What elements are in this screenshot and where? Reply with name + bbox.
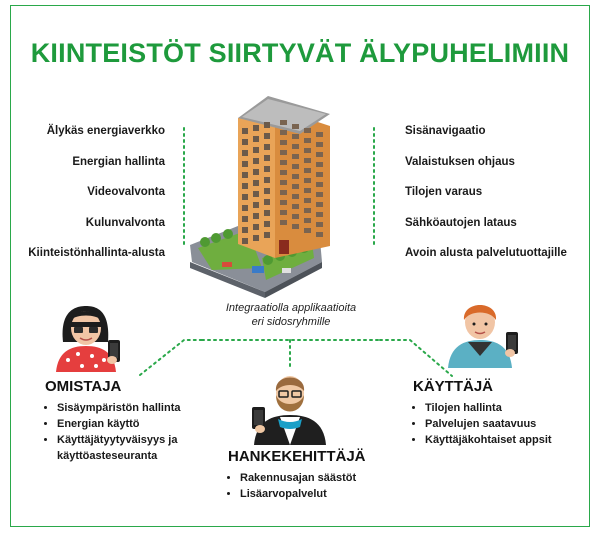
van bbox=[252, 266, 264, 273]
list-item: • Energian käyttö bbox=[57, 416, 205, 432]
building-window bbox=[280, 210, 287, 215]
building-window bbox=[280, 170, 287, 175]
building-window bbox=[253, 224, 259, 230]
building-window bbox=[280, 160, 287, 165]
left-feature: Kulunvalvonta bbox=[85, 216, 165, 229]
building-window bbox=[304, 218, 311, 223]
list-item: • Palvelujen saatavuus bbox=[425, 416, 583, 432]
building-window bbox=[242, 183, 248, 189]
building-window bbox=[242, 238, 248, 244]
diagram-title: KIINTEISTÖT SIIRTYVÄT ÄLYPUHELIMIIN bbox=[30, 38, 570, 68]
building-window bbox=[253, 125, 259, 131]
building-window bbox=[292, 224, 299, 229]
building-window bbox=[304, 178, 311, 183]
developer-title: HANKEKEHITTÄJÄ bbox=[228, 448, 366, 465]
building-window bbox=[242, 150, 248, 156]
owner-title: OMISTAJA bbox=[45, 378, 122, 395]
building-window bbox=[316, 182, 323, 187]
building-window bbox=[316, 172, 323, 177]
building-window bbox=[253, 136, 259, 142]
right-feature: Tilojen varaus bbox=[405, 186, 483, 198]
list-item: • Käyttäjätyytyväisyys ja käyttöasteseuranta bbox=[57, 432, 205, 464]
list-item: • Tilojen hallinta bbox=[425, 400, 583, 416]
left-feature: Energian hallinta bbox=[72, 155, 165, 168]
developer-avatar-icon bbox=[250, 367, 330, 447]
right-feature: Sähköautojen lataus bbox=[405, 216, 517, 229]
building-window bbox=[292, 194, 299, 199]
list-item: • Lisäarvopalvelut bbox=[240, 486, 378, 502]
integration-caption bbox=[208, 301, 374, 329]
building-window bbox=[264, 210, 270, 216]
building-window bbox=[292, 214, 299, 219]
building-window bbox=[304, 138, 311, 143]
building-window bbox=[242, 216, 248, 222]
building-window bbox=[280, 140, 287, 145]
building-window bbox=[253, 147, 259, 153]
building-window bbox=[292, 184, 299, 189]
building-window bbox=[316, 142, 323, 147]
building-window bbox=[253, 191, 259, 197]
left-feature: Älykäs energiaverkko bbox=[46, 125, 165, 137]
owner-group bbox=[45, 378, 205, 464]
building-window bbox=[292, 204, 299, 209]
developer-list bbox=[228, 470, 378, 502]
building-window bbox=[292, 154, 299, 159]
building-window bbox=[242, 172, 248, 178]
building-window bbox=[316, 192, 323, 197]
building-window bbox=[264, 122, 270, 128]
building-window bbox=[292, 144, 299, 149]
building-window bbox=[253, 169, 259, 175]
building-window bbox=[304, 198, 311, 203]
building-window bbox=[304, 168, 311, 173]
user-list bbox=[413, 400, 583, 448]
car bbox=[282, 268, 291, 273]
right-feature: Sisänavigaatio bbox=[405, 125, 486, 137]
user-group bbox=[413, 378, 583, 448]
building-window bbox=[304, 208, 311, 213]
building-window bbox=[304, 228, 311, 233]
user-avatar-icon bbox=[440, 296, 520, 368]
building-window bbox=[242, 128, 248, 134]
building-window bbox=[264, 188, 270, 194]
building-window bbox=[253, 213, 259, 219]
building-window bbox=[280, 130, 287, 135]
caption-line: eri sidosryhmille bbox=[251, 316, 331, 328]
building-window bbox=[280, 150, 287, 155]
building-window bbox=[264, 177, 270, 183]
list-item: • Rakennusajan säästöt bbox=[240, 470, 378, 486]
building-window bbox=[304, 158, 311, 163]
building-window bbox=[253, 202, 259, 208]
building-window bbox=[264, 199, 270, 205]
developer-group bbox=[228, 448, 378, 502]
building-window bbox=[242, 139, 248, 145]
building-window bbox=[264, 221, 270, 227]
car bbox=[222, 262, 232, 267]
building-window bbox=[292, 124, 299, 129]
building-window bbox=[280, 190, 287, 195]
list-item: • Käyttäjäkohtaiset appsit bbox=[425, 432, 583, 448]
building-window bbox=[253, 158, 259, 164]
building-window bbox=[316, 222, 323, 227]
list-item: • Sisäympäristön hallinta bbox=[57, 400, 205, 416]
building-window bbox=[264, 155, 270, 161]
caption-line: Integraatiolla applikaatioita bbox=[225, 302, 357, 314]
building-window bbox=[253, 235, 259, 241]
building-window bbox=[264, 144, 270, 150]
owner-avatar-icon bbox=[46, 300, 126, 372]
user-title: KÄYTTÄJÄ bbox=[413, 378, 494, 395]
owner-list bbox=[45, 400, 205, 464]
building-window bbox=[242, 205, 248, 211]
building-window bbox=[242, 227, 248, 233]
building-window bbox=[292, 174, 299, 179]
building-window bbox=[242, 194, 248, 200]
building-window bbox=[280, 200, 287, 205]
building-window bbox=[292, 164, 299, 169]
building-window bbox=[292, 134, 299, 139]
building-window bbox=[264, 166, 270, 172]
building-window bbox=[316, 132, 323, 137]
building-window bbox=[264, 133, 270, 139]
right-feature: Valaistuksen ohjaus bbox=[405, 155, 515, 168]
building-window bbox=[316, 162, 323, 167]
building-window bbox=[304, 148, 311, 153]
building-window bbox=[280, 120, 287, 125]
left-feature: Videovalvonta bbox=[87, 186, 165, 198]
building-window bbox=[316, 212, 323, 217]
building-window bbox=[304, 128, 311, 133]
building-window bbox=[280, 220, 287, 225]
building-window bbox=[253, 180, 259, 186]
right-feature: Avoin alusta palvelutuottajille bbox=[405, 247, 567, 259]
building-window bbox=[316, 232, 323, 237]
building-window bbox=[264, 232, 270, 238]
building-window bbox=[280, 180, 287, 185]
entrance-door bbox=[279, 240, 289, 254]
left-feature: Kiinteistönhallinta-alusta bbox=[28, 247, 165, 259]
building-window bbox=[242, 161, 248, 167]
building-window bbox=[304, 188, 311, 193]
building-window bbox=[316, 152, 323, 157]
building-window bbox=[316, 202, 323, 207]
